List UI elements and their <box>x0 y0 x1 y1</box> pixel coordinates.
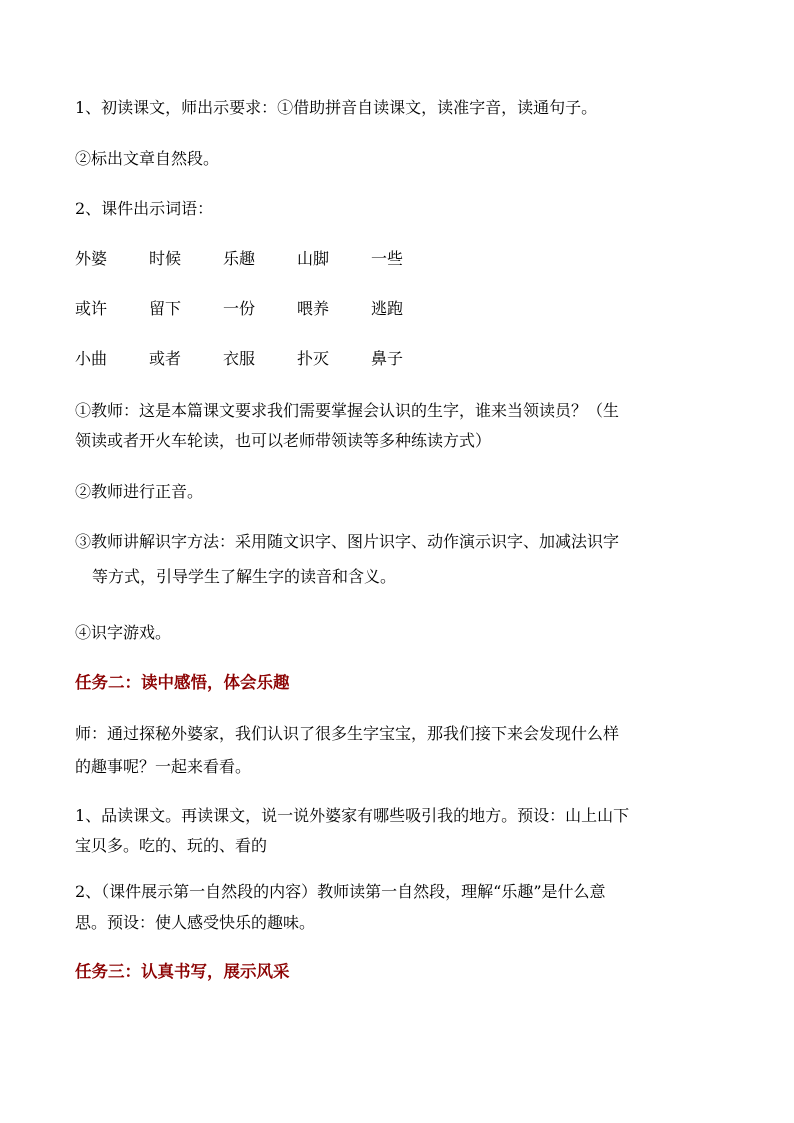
word-item: 衣服 <box>223 349 256 368</box>
word-item: 乐趣 <box>223 249 256 268</box>
word-item: 喂养 <box>297 299 330 318</box>
word-item: 一些 <box>371 249 404 268</box>
step-2: ②教师进行正音。 <box>75 482 204 501</box>
read-para-line-1: 1、品读课文。再读课文，说一说外婆家有哪些吸引我的地方。预设：山上山下 <box>75 806 630 825</box>
instruction-1: 1、初读课文，师出示要求：①借助拼音自读课文，读准字音，读通句子。 <box>75 98 598 117</box>
word-item: 小曲 <box>75 349 108 368</box>
step-1-line-2: 领读或者开火车轮读，也可以老师带领读等多种练读方式） <box>75 431 492 450</box>
read-para-line-2: 宝贝多。吃的、玩的、看的 <box>75 836 268 855</box>
word-item: 或许 <box>75 299 108 318</box>
meaning-para-line-2: 思。预设：使人感受快乐的趣味。 <box>75 913 316 932</box>
word-item: 山脚 <box>297 249 330 268</box>
teacher-para-line-2: 的趣事呢？一起来看看。 <box>75 757 252 776</box>
word-item: 一份 <box>223 299 256 318</box>
step-3-line-2: 等方式，引导学生了解生字的读音和含义。 <box>92 567 397 586</box>
instruction-1-sub: ②标出文章自然段。 <box>75 149 220 168</box>
step-3-line-1: ③教师讲解识字方法：采用随文识字、图片识字、动作演示识字、加减法识字 <box>75 532 620 551</box>
section-heading-task-3: 任务三：认真书写，展示风采 <box>75 962 290 981</box>
word-item: 留下 <box>149 299 182 318</box>
word-item: 外婆 <box>75 249 108 268</box>
meaning-para-line-1: 2、（课件展示第一自然段的内容）教师读第一自然段，理解“乐趣”是什么意 <box>75 882 606 901</box>
word-item: 时候 <box>149 249 182 268</box>
word-item: 逃跑 <box>371 299 404 318</box>
step-4: ④识字游戏。 <box>75 623 172 642</box>
word-item: 鼻子 <box>371 349 404 368</box>
word-item: 扑灭 <box>297 349 330 368</box>
step-1-line-1: ①教师：这是本篇课文要求我们需要掌握会认识的生字，谁来当领读员？（生 <box>75 401 620 420</box>
section-heading-task-2: 任务二：读中感悟，体会乐趣 <box>75 673 290 692</box>
teacher-para-line-1: 师：通过探秘外婆家，我们认识了很多生字宝宝，那我们接下来会发现什么样 <box>75 724 620 743</box>
word-item: 或者 <box>149 349 182 368</box>
instruction-2: 2、课件出示词语： <box>75 199 214 218</box>
